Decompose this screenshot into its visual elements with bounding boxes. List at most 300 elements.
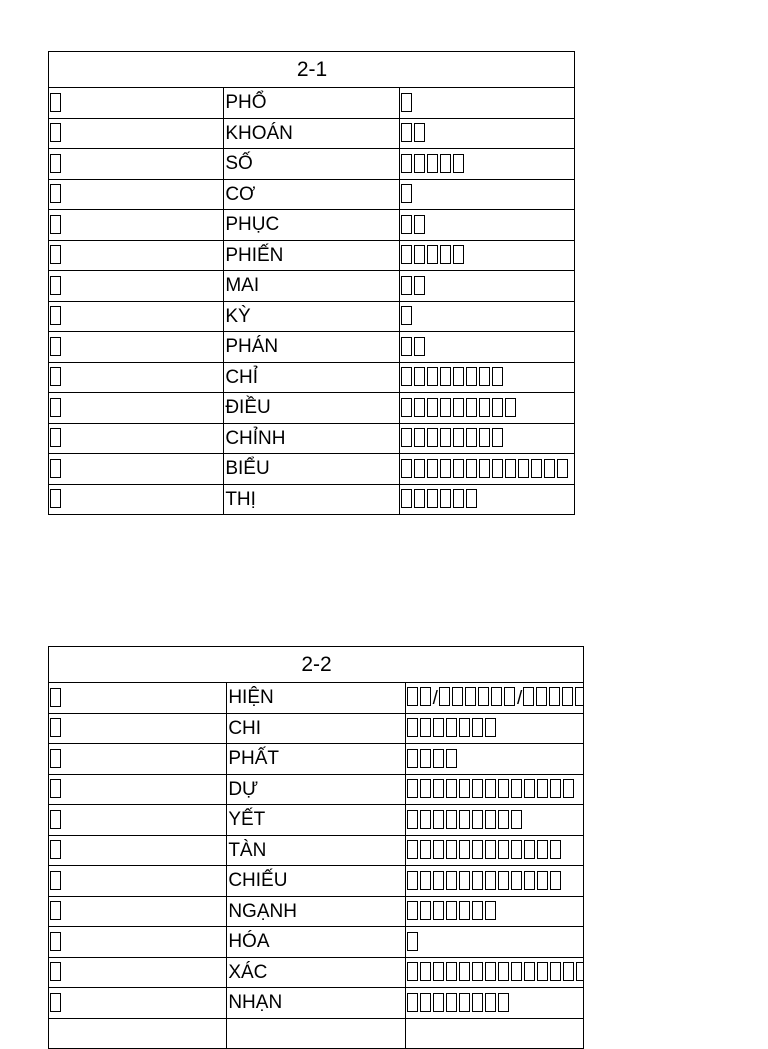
missing-glyph-icon	[401, 276, 412, 295]
table-row	[49, 805, 584, 836]
missing-glyph-icon	[50, 367, 61, 386]
table-row	[49, 179, 575, 210]
missing-glyph-icon	[466, 489, 477, 508]
table-row	[49, 713, 584, 744]
hanzi-cell	[49, 393, 224, 424]
missing-glyph-icon	[440, 245, 451, 264]
table-title: 2-1	[49, 52, 575, 88]
meaning-cell	[399, 301, 574, 332]
sino-vietnamese-cell: CHIẾU	[227, 866, 405, 897]
missing-glyph-icon	[453, 245, 464, 264]
hanzi-cell	[49, 271, 224, 302]
missing-glyph-icon	[472, 993, 483, 1012]
sino-vietnamese-cell: ĐIỀU	[224, 393, 399, 424]
missing-glyph-icon	[50, 428, 61, 447]
meaning-cell	[405, 805, 583, 836]
table-body	[49, 52, 575, 515]
table-row	[49, 332, 575, 363]
meaning-cell	[399, 362, 574, 393]
missing-glyph-icon	[459, 962, 470, 981]
missing-glyph-icon	[459, 779, 470, 798]
table-row	[49, 484, 575, 515]
missing-glyph-icon	[446, 718, 457, 737]
hanzi-cell	[49, 484, 224, 515]
missing-glyph-icon	[433, 871, 444, 890]
missing-glyph-icon	[401, 428, 412, 447]
missing-glyph-icon	[420, 749, 431, 768]
table-row	[49, 774, 584, 805]
missing-glyph-icon	[401, 459, 412, 478]
table-row	[49, 118, 575, 149]
hanzi-cell	[49, 835, 227, 866]
missing-glyph-icon	[414, 337, 425, 356]
sino-vietnamese-cell: PHÁN	[224, 332, 399, 363]
table-title-row	[49, 52, 575, 88]
table-row	[49, 149, 575, 180]
missing-glyph-icon	[407, 993, 418, 1012]
hanzi-cell	[49, 866, 227, 897]
meaning-cell	[399, 240, 574, 271]
meaning-cell	[405, 988, 583, 1019]
missing-glyph-icon	[50, 901, 61, 920]
missing-glyph-icon	[472, 718, 483, 737]
missing-glyph-icon	[524, 962, 535, 981]
missing-glyph-icon	[563, 962, 574, 981]
missing-glyph-icon	[479, 428, 490, 447]
missing-glyph-icon	[401, 398, 412, 417]
hanzi-cell	[49, 896, 227, 927]
missing-glyph-icon	[511, 962, 522, 981]
missing-glyph-icon	[472, 810, 483, 829]
table-row	[49, 988, 584, 1019]
missing-glyph-icon	[440, 154, 451, 173]
missing-glyph-icon	[453, 398, 464, 417]
missing-glyph-icon	[433, 901, 444, 920]
missing-glyph-icon	[414, 215, 425, 234]
missing-glyph-icon	[401, 489, 412, 508]
missing-glyph-icon	[433, 962, 444, 981]
missing-glyph-icon	[485, 901, 496, 920]
missing-glyph-icon	[518, 459, 529, 478]
sino-vietnamese-cell: TÀN	[227, 835, 405, 866]
table-row	[49, 835, 584, 866]
missing-glyph-icon	[401, 215, 412, 234]
meaning-cell	[399, 332, 574, 363]
missing-glyph-icon	[50, 871, 61, 890]
sino-vietnamese-cell: PHẤT	[227, 744, 405, 775]
missing-glyph-icon	[420, 871, 431, 890]
meaning-cell	[399, 271, 574, 302]
missing-glyph-icon	[465, 687, 476, 706]
hanzi-cell	[49, 118, 224, 149]
missing-glyph-icon	[576, 962, 584, 981]
missing-glyph-icon	[498, 962, 509, 981]
missing-glyph-icon	[407, 962, 418, 981]
missing-glyph-icon	[479, 398, 490, 417]
hanzi-cell	[49, 927, 227, 958]
meaning-cell: / /	[405, 683, 583, 714]
empty-cell	[49, 1018, 227, 1049]
missing-glyph-icon	[427, 428, 438, 447]
missing-glyph-icon	[401, 184, 412, 203]
hanzi-cell	[49, 454, 224, 485]
missing-glyph-icon	[420, 840, 431, 859]
sino-vietnamese-cell: PHỤC	[224, 210, 399, 241]
missing-glyph-icon	[550, 779, 561, 798]
missing-glyph-icon	[466, 398, 477, 417]
missing-glyph-icon	[485, 871, 496, 890]
missing-glyph-icon	[401, 306, 412, 325]
table-row	[49, 896, 584, 927]
sino-vietnamese-cell: NHẠN	[227, 988, 405, 1019]
missing-glyph-icon	[440, 367, 451, 386]
sino-vietnamese-cell: XÁC	[227, 957, 405, 988]
hanzi-cell	[49, 744, 227, 775]
missing-glyph-icon	[550, 840, 561, 859]
missing-glyph-icon	[446, 749, 457, 768]
table-row	[49, 927, 584, 958]
missing-glyph-icon	[498, 840, 509, 859]
missing-glyph-icon	[50, 962, 61, 981]
table-title-row	[49, 647, 584, 683]
missing-glyph-icon	[414, 123, 425, 142]
missing-glyph-icon	[478, 687, 489, 706]
missing-glyph-icon	[407, 901, 418, 920]
missing-glyph-icon	[446, 993, 457, 1012]
missing-glyph-icon	[446, 779, 457, 798]
missing-glyph-icon	[401, 245, 412, 264]
missing-glyph-icon	[401, 367, 412, 386]
missing-glyph-icon	[485, 840, 496, 859]
meaning-cell	[405, 713, 583, 744]
missing-glyph-icon	[414, 245, 425, 264]
missing-glyph-icon	[472, 962, 483, 981]
missing-glyph-icon	[433, 749, 444, 768]
missing-glyph-icon	[537, 840, 548, 859]
sino-vietnamese-cell: CHI	[227, 713, 405, 744]
meaning-cell	[399, 179, 574, 210]
missing-glyph-icon	[427, 489, 438, 508]
hanzi-cell	[49, 423, 224, 454]
missing-glyph-icon	[446, 901, 457, 920]
missing-glyph-icon	[536, 687, 547, 706]
table-row	[49, 301, 575, 332]
missing-glyph-icon	[485, 993, 496, 1012]
meaning-cell	[405, 957, 583, 988]
missing-glyph-icon	[50, 459, 61, 478]
meaning-cell	[399, 484, 574, 515]
missing-glyph-icon	[511, 779, 522, 798]
sino-vietnamese-cell: MAI	[224, 271, 399, 302]
missing-glyph-icon	[466, 367, 477, 386]
sino-vietnamese-cell: KỲ	[224, 301, 399, 332]
missing-glyph-icon	[485, 779, 496, 798]
sino-vietnamese-cell: BIỂU	[224, 454, 399, 485]
table-row	[49, 240, 575, 271]
hanzi-cell	[49, 301, 224, 332]
missing-glyph-icon	[414, 398, 425, 417]
missing-glyph-icon	[414, 367, 425, 386]
missing-glyph-icon	[472, 871, 483, 890]
missing-glyph-icon	[50, 810, 61, 829]
sino-vietnamese-cell: DỰ	[227, 774, 405, 805]
missing-glyph-icon	[50, 779, 61, 798]
sino-vietnamese-cell: SỐ	[224, 149, 399, 180]
missing-glyph-icon	[557, 459, 568, 478]
missing-glyph-icon	[446, 871, 457, 890]
missing-glyph-icon	[433, 718, 444, 737]
hanzi-cell	[49, 988, 227, 1019]
missing-glyph-icon	[472, 901, 483, 920]
missing-glyph-icon	[524, 871, 535, 890]
missing-glyph-icon	[562, 687, 573, 706]
hanzi-cell	[49, 362, 224, 393]
hanzi-cell	[49, 957, 227, 988]
sino-vietnamese-cell: KHOÁN	[224, 118, 399, 149]
missing-glyph-icon	[407, 871, 418, 890]
table-row	[49, 210, 575, 241]
missing-glyph-icon	[575, 687, 583, 706]
missing-glyph-icon	[537, 871, 548, 890]
missing-glyph-icon	[459, 871, 470, 890]
missing-glyph-icon	[453, 367, 464, 386]
meaning-cell	[405, 774, 583, 805]
missing-glyph-icon	[433, 840, 444, 859]
sino-vietnamese-cell: PHIẾN	[224, 240, 399, 271]
missing-glyph-icon	[414, 276, 425, 295]
missing-glyph-icon	[492, 398, 503, 417]
hanzi-cell	[49, 683, 227, 714]
missing-glyph-icon	[459, 840, 470, 859]
missing-glyph-icon	[440, 428, 451, 447]
missing-glyph-icon	[498, 993, 509, 1012]
hanzi-cell	[49, 210, 224, 241]
table-row	[49, 454, 575, 485]
hanzi-cell	[49, 88, 224, 119]
missing-glyph-icon	[407, 779, 418, 798]
missing-glyph-icon	[537, 779, 548, 798]
missing-glyph-icon	[523, 687, 534, 706]
missing-glyph-icon	[420, 810, 431, 829]
table-row	[49, 393, 575, 424]
missing-glyph-icon	[50, 749, 61, 768]
missing-glyph-icon	[50, 184, 61, 203]
missing-glyph-icon	[407, 687, 418, 706]
missing-glyph-icon	[479, 459, 490, 478]
missing-glyph-icon	[420, 962, 431, 981]
hanzi-cell	[49, 240, 224, 271]
meaning-cell	[399, 423, 574, 454]
missing-glyph-icon	[407, 810, 418, 829]
missing-glyph-icon	[50, 718, 61, 737]
vocab-table-2-2	[48, 646, 584, 1049]
missing-glyph-icon	[491, 687, 502, 706]
table-row	[49, 362, 575, 393]
meaning-cell	[405, 896, 583, 927]
missing-glyph-icon	[472, 779, 483, 798]
missing-glyph-icon	[550, 871, 561, 890]
missing-glyph-icon	[50, 993, 61, 1012]
missing-glyph-icon	[420, 687, 431, 706]
missing-glyph-icon	[492, 459, 503, 478]
sino-vietnamese-cell: CHỈNH	[224, 423, 399, 454]
hanzi-cell	[49, 332, 224, 363]
missing-glyph-icon	[485, 962, 496, 981]
missing-glyph-icon	[498, 871, 509, 890]
meaning-cell	[399, 88, 574, 119]
table-row-partial	[49, 1018, 584, 1049]
missing-glyph-icon	[50, 489, 61, 508]
missing-glyph-icon	[401, 123, 412, 142]
missing-glyph-icon	[549, 687, 560, 706]
missing-glyph-icon	[439, 687, 450, 706]
table-body	[49, 647, 584, 1049]
missing-glyph-icon	[50, 276, 61, 295]
missing-glyph-icon	[50, 123, 61, 142]
missing-glyph-icon	[485, 718, 496, 737]
missing-glyph-icon	[492, 428, 503, 447]
sino-vietnamese-cell: CHỈ	[224, 362, 399, 393]
sino-vietnamese-cell: PHỔ	[224, 88, 399, 119]
missing-glyph-icon	[498, 810, 509, 829]
missing-glyph-icon	[466, 459, 477, 478]
meaning-cell	[399, 393, 574, 424]
missing-glyph-icon	[485, 810, 496, 829]
missing-glyph-icon	[459, 901, 470, 920]
missing-glyph-icon	[466, 428, 477, 447]
missing-glyph-icon	[459, 718, 470, 737]
missing-glyph-icon	[50, 840, 61, 859]
missing-glyph-icon	[414, 459, 425, 478]
missing-glyph-icon	[433, 810, 444, 829]
table-row	[49, 423, 575, 454]
missing-glyph-icon	[433, 993, 444, 1012]
missing-glyph-icon	[440, 489, 451, 508]
missing-glyph-icon	[472, 840, 483, 859]
missing-glyph-icon	[563, 779, 574, 798]
missing-glyph-icon	[427, 398, 438, 417]
table-title: 2-2	[49, 647, 584, 683]
table-row	[49, 271, 575, 302]
missing-glyph-icon	[414, 154, 425, 173]
hanzi-cell	[49, 179, 224, 210]
meaning-cell	[399, 149, 574, 180]
hanzi-cell	[49, 713, 227, 744]
missing-glyph-icon	[479, 367, 490, 386]
missing-glyph-icon	[427, 367, 438, 386]
missing-glyph-icon	[511, 810, 522, 829]
empty-cell	[405, 1018, 583, 1049]
missing-glyph-icon	[401, 154, 412, 173]
missing-glyph-icon	[420, 779, 431, 798]
missing-glyph-icon	[50, 245, 61, 264]
missing-glyph-icon	[537, 962, 548, 981]
missing-glyph-icon	[453, 428, 464, 447]
missing-glyph-icon	[531, 459, 542, 478]
missing-glyph-icon	[407, 932, 418, 951]
missing-glyph-icon	[427, 459, 438, 478]
missing-glyph-icon	[453, 489, 464, 508]
missing-glyph-icon	[504, 687, 515, 706]
missing-glyph-icon	[420, 901, 431, 920]
missing-glyph-icon	[524, 840, 535, 859]
missing-glyph-icon	[427, 154, 438, 173]
missing-glyph-icon	[50, 932, 61, 951]
vocab-table-2-1	[48, 51, 575, 515]
missing-glyph-icon	[453, 459, 464, 478]
missing-glyph-icon	[407, 749, 418, 768]
missing-glyph-icon	[407, 718, 418, 737]
missing-glyph-icon	[50, 398, 61, 417]
missing-glyph-icon	[459, 993, 470, 1012]
sino-vietnamese-cell: YẾT	[227, 805, 405, 836]
meaning-cell	[405, 835, 583, 866]
missing-glyph-icon	[50, 215, 61, 234]
missing-glyph-icon	[446, 840, 457, 859]
table-row	[49, 866, 584, 897]
sino-vietnamese-cell: HIỆN	[227, 683, 405, 714]
missing-glyph-icon	[511, 840, 522, 859]
missing-glyph-icon	[544, 459, 555, 478]
missing-glyph-icon	[492, 367, 503, 386]
missing-glyph-icon	[446, 810, 457, 829]
meaning-cell	[399, 210, 574, 241]
missing-glyph-icon	[414, 428, 425, 447]
missing-glyph-icon	[459, 810, 470, 829]
missing-glyph-icon	[401, 337, 412, 356]
missing-glyph-icon	[440, 398, 451, 417]
missing-glyph-icon	[50, 337, 61, 356]
hanzi-cell	[49, 805, 227, 836]
missing-glyph-icon	[440, 459, 451, 478]
missing-glyph-icon	[505, 398, 516, 417]
missing-glyph-icon	[550, 962, 561, 981]
table-row	[49, 744, 584, 775]
table-row	[49, 957, 584, 988]
missing-glyph-icon	[420, 993, 431, 1012]
meaning-cell	[399, 454, 574, 485]
missing-glyph-icon	[420, 718, 431, 737]
hanzi-cell	[49, 774, 227, 805]
table-row	[49, 88, 575, 119]
missing-glyph-icon	[433, 779, 444, 798]
hanzi-cell	[49, 149, 224, 180]
missing-glyph-icon	[452, 687, 463, 706]
missing-glyph-icon	[407, 840, 418, 859]
missing-glyph-icon	[414, 489, 425, 508]
sino-vietnamese-cell: HÓA	[227, 927, 405, 958]
missing-glyph-icon	[427, 245, 438, 264]
missing-glyph-icon	[453, 154, 464, 173]
missing-glyph-icon	[50, 93, 61, 112]
sino-vietnamese-cell: CƠ	[224, 179, 399, 210]
missing-glyph-icon	[498, 779, 509, 798]
table-row	[49, 683, 584, 714]
meaning-cell	[399, 118, 574, 149]
meaning-cell	[405, 744, 583, 775]
missing-glyph-icon	[401, 93, 412, 112]
meaning-cell	[405, 927, 583, 958]
empty-cell	[227, 1018, 405, 1049]
meaning-cell	[405, 866, 583, 897]
missing-glyph-icon	[50, 688, 61, 707]
sino-vietnamese-cell: NGẠNH	[227, 896, 405, 927]
missing-glyph-icon	[446, 962, 457, 981]
missing-glyph-icon	[511, 871, 522, 890]
missing-glyph-icon	[524, 779, 535, 798]
missing-glyph-icon	[505, 459, 516, 478]
sino-vietnamese-cell: THỊ	[224, 484, 399, 515]
